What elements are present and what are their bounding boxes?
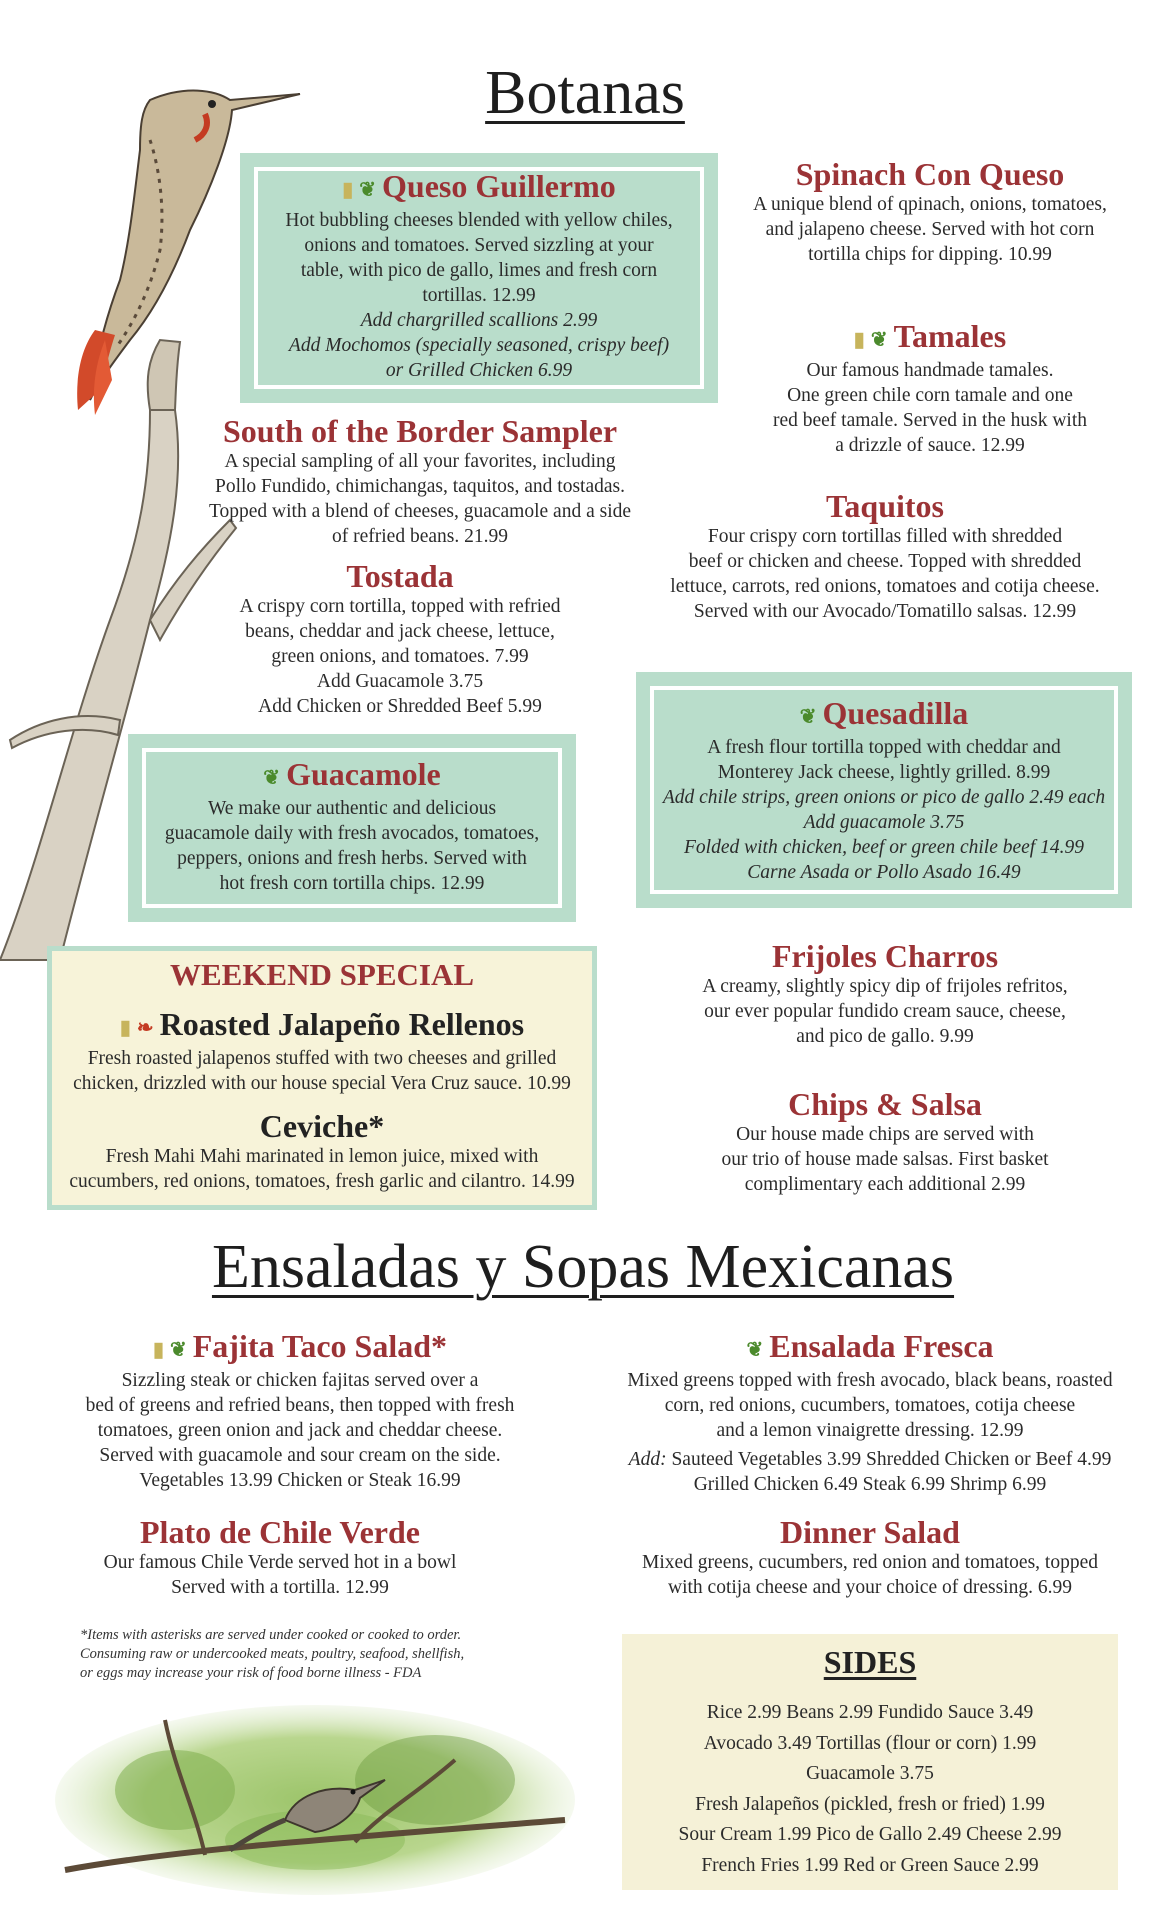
desc-line: Our house made chips are served with [736,1124,1034,1145]
spinach-con-queso [720,156,1140,267]
side-line: Sour Cream 1.99 Pico de Gallo 2.49 Cheese 2.99 [678,1824,1062,1845]
desc-line: complimentary each additional 2.99 [744,1174,1026,1195]
queso-guillermo [250,168,708,383]
queso-guillermo-title: Queso Guillermo [382,168,616,204]
section-title-botanas: Botanas [485,59,685,127]
addon-line: Carne Asada or Pollo Asado 16.49 [747,861,1021,883]
desc-line: Served with guacamole and sour cream on the side. [99,1444,501,1466]
desc-line: beef or chicken and cheese. Topped with shredded [688,551,1082,572]
desc-line: peppers, onions and fresh herbs. Served with [177,847,527,869]
desc-line: Monterey Jack cheese, lightly grilled. 8.99 [717,761,1051,783]
desc-line: Hot bubbling cheeses blended with yellow chiles, [285,209,673,231]
desc-line: One green chile corn tamale and one [787,384,1073,406]
fajita-title: Fajita Taco Salad* [192,1328,448,1364]
addon-line: Add chile strips, green onions or pico de gallo 2.49 each [662,786,1106,808]
side-line: Guacamole 3.75 [806,1763,934,1784]
weekend-special-label: WEEKEND SPECIAL [169,957,475,992]
dinner-salad [600,1514,1140,1600]
addon-line: Add guacamole 3.75 [803,811,965,833]
desc-line: Fresh Mahi Mahi marinated in lemon juice, mixed with [105,1145,539,1167]
desc-line: Four crispy corn tortillas filled with shredded [707,526,1063,547]
desc-line: table, with pico de gallo, limes and fresh corn [300,259,658,281]
jar-icon: ▮ [152,1338,164,1361]
chips-salsa [665,1086,1105,1197]
addon-line: or Grilled Chicken 6.99 [385,359,573,381]
jar-icon: ▮ [119,1016,131,1039]
desc-line: Mixed greens topped with fresh avocado, black beans, roasted [627,1369,1113,1391]
addon-line: Sauteed Vegetables 3.99 Shredded Chicken or Beef 4.99 [671,1448,1112,1470]
note-line: or eggs may increase your risk of food borne illness - FDA [80,1665,422,1681]
desc-line: corn, red onions, cucumbers, tomatoes, cotija cheese [664,1394,1076,1416]
side-line: Avocado 3.49 Tortillas (flour or corn) 1.99 [703,1732,1037,1754]
desc-line: our trio of house made salsas. First basket [721,1149,1049,1170]
desc-line: bed of greens and refried beans, then topped with fresh [85,1394,515,1416]
pepper-icon: ❦ [169,1338,187,1361]
tamales-title: Tamales [893,318,1007,354]
desc-line: of refried beans. 21.99 [332,526,508,547]
desc-line: Pollo Fundido, chimichangas, taquitos, and tostadas. [214,476,625,497]
side-line: Fresh Jalapeños (pickled, fresh or fried) 1.99 [695,1793,1045,1815]
addon-line: Add Mochomos (specially seasoned, crispy beef) [288,334,670,356]
desc-line: guacamole daily with fresh avocados, tomatoes, [164,822,540,844]
desc-line: with cotija cheese and your choice of dressing. 6.99 [668,1577,1072,1598]
tamales [720,318,1140,458]
desc-line: Topped with a blend of cheeses, guacamole and a side [208,501,632,522]
side-line: Rice 2.99 Beans 2.99 Fundido Sauce 3.49 [706,1702,1034,1723]
quesadilla-title: Quesadilla [822,695,969,731]
desc-line: A unique blend of qpinach, onions, tomatoes, [753,194,1107,215]
spinach-title: Spinach Con Queso [795,156,1065,192]
addon-line: Grilled Chicken 6.49 Steak 6.99 Shrimp 6.99 [693,1473,1047,1495]
note-line: Consuming raw or undercooked meats, poultry, seafood, shellfish, [80,1646,465,1662]
desc-line: Sizzling steak or chicken fajitas served over a [121,1369,479,1391]
desc-line: cucumbers, red onions, tomatoes, fresh garlic and cilantro. 14.99 [69,1170,575,1192]
desc-line: lettuce, carrots, red onions, tomatoes and cotija cheese. [670,576,1100,597]
desc-line: A special sampling of all your favorites, including [224,451,616,472]
guacamole [138,756,566,896]
jar-icon: ▮ [853,328,865,351]
desc-line: and pico de gallo. 9.99 [796,1026,974,1047]
desc-line: Fresh roasted jalapenos stuffed with two cheeses and grilled [87,1047,557,1069]
chili-icon: ❧ [136,1016,154,1039]
pepper-icon: ❦ [870,328,888,351]
desc-line: onions and tomatoes. Served sizzling at your [304,234,654,256]
desc-line: tomatoes, green onion and jack and cheddar cheese. [97,1419,503,1441]
fresca-title: Ensalada Fresca [769,1328,994,1364]
desc-line: green onions, and tomatoes. 7.99 [271,646,529,667]
frijoles-charros [665,938,1105,1049]
weekend-special [52,957,592,1194]
taquitos [645,488,1125,624]
addon-line: Folded with chicken, beef or green chile beef 14.99 [684,836,1084,858]
desc-line: We make our authentic and delicious [207,797,497,819]
desc-line: Mixed greens, cucumbers, red onion and tomatoes, topped [642,1552,1098,1573]
desc-line: hot fresh corn tortilla chips. 12.99 [219,872,485,894]
desc-line: a drizzle of sauce. 12.99 [835,434,1025,456]
tostada-title: Tostada [346,558,454,594]
desc-line: Vegetables 13.99 Chicken or Steak 16.99 [139,1469,461,1491]
desc-line: Served with our Avocado/Tomatillo salsas. 12.99 [693,601,1077,622]
pepper-icon: ❦ [799,705,817,728]
pepper-icon: ❦ [263,766,281,789]
fda-note [80,1626,560,1683]
sides [622,1644,1118,1881]
guacamole-title: Guacamole [286,756,441,792]
desc-line: A crispy corn tortilla, topped with refried [239,596,561,617]
desc-line: tortillas. 12.99 [422,284,536,306]
addon-line: Add chargrilled scallions 2.99 [360,309,598,331]
sampler-title: South of the Border Sampler [222,413,618,449]
frijoles-title: Frijoles Charros [771,938,999,974]
sampler [180,413,660,549]
desc-line: A fresh flour tortilla topped with cheddar and [707,736,1061,758]
pepper-icon: ❦ [359,178,376,201]
desc-line: red beef tamale. Served in the husk with [772,409,1088,431]
section-title-ensaladas: Ensaladas y Sopas Mexicanas [211,1233,955,1301]
ensalada-fresca [590,1328,1150,1497]
quesadilla [646,695,1122,885]
desc-line: Our famous handmade tamales. [806,359,1054,381]
chile-verde-title: Plato de Chile Verde [140,1514,420,1550]
plato-chile-verde [60,1514,500,1600]
desc-line: chicken, drizzled with our house special Vera Cruz sauce. 10.99 [73,1072,571,1094]
pepper-icon: ❦ [746,1338,764,1361]
ceviche-title: Ceviche* [259,1107,385,1144]
fajita-taco-salad [40,1328,560,1493]
desc-line: beans, cheddar and jack cheese, lettuce, [245,621,555,642]
taquitos-title: Taquitos [826,488,944,524]
note-line: *Items with asterisks are served under cooked or cooked to order. [80,1627,462,1643]
desc-line: Add Chicken or Shredded Beef 5.99 [258,696,542,717]
desc-line: our ever popular fundido cream sauce, cheese, [704,1001,1066,1022]
desc-line: and a lemon vinaigrette dressing. 12.99 [716,1419,1024,1441]
side-line: French Fries 1.99 Red or Green Sauce 2.99 [701,1854,1039,1876]
desc-line: Our famous Chile Verde served hot in a bowl [103,1552,457,1573]
add-label: Add: [628,1448,667,1470]
jar-icon: ▮ [342,178,354,201]
songbird-illustration [55,1700,575,1900]
dinner-salad-title: Dinner Salad [780,1514,960,1550]
desc-line: Add Guacamole 3.75 [316,671,484,692]
desc-line: Served with a tortilla. 12.99 [171,1577,389,1598]
chips-title: Chips & Salsa [788,1086,982,1122]
desc-line: tortilla chips for dipping. 10.99 [808,244,1052,265]
desc-line: A creamy, slightly spicy dip of frijoles refritos, [702,976,1068,997]
tostada [190,558,610,719]
sides-title: SIDES [823,1644,917,1680]
desc-line: and jalapeno cheese. Served with hot corn [765,219,1095,240]
rellenos-title: Roasted Jalapeño Rellenos [159,1006,525,1042]
